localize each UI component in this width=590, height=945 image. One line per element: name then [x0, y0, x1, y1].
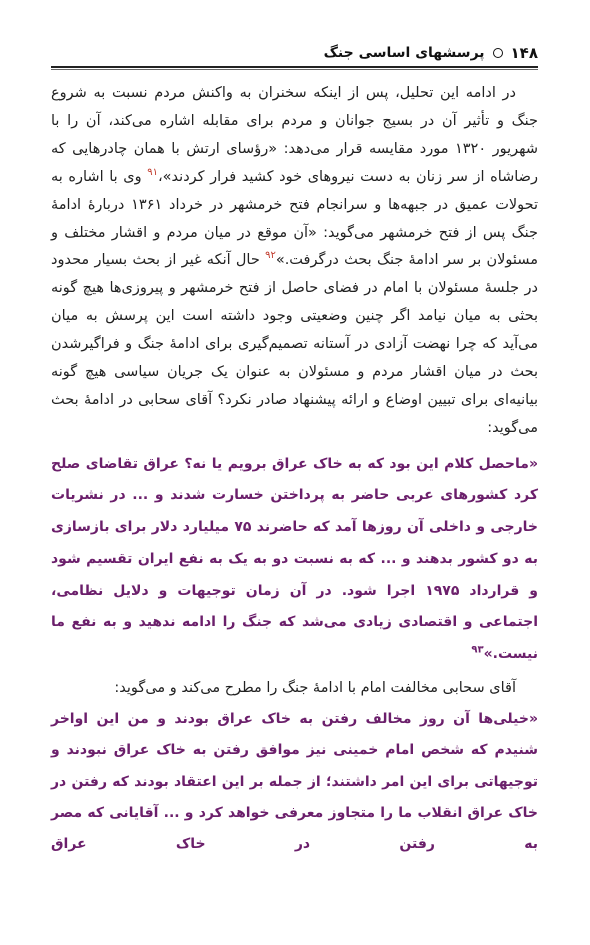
block-quote: «خیلی‌ها آن روز مخالف رفتن به خاک عراق بودند و من این اواخر شنیدم که شخص امام خمینی نیز موافق رفتن به خاک عراق نبودند و توجیهاتی برای این امر داشتند؛ از جمله بر این اعتقاد بودند که رفتن در خاک عراق انقلاب ما را متجاوز معرفی خواهد کرد و ... آقایانی که مصر به رفتن در خاک عراق	[51, 710, 538, 853]
running-title: پرسشهای اساسی جنگ	[323, 45, 485, 61]
page-number: ۱۴۸	[510, 44, 538, 62]
header-rule-thin	[51, 69, 538, 70]
quote-intro: آقای سحابی مخالفت امام با ادامهٔ جنگ را مطرح می‌کند و می‌گوید:	[114, 679, 516, 696]
paragraph-text-3: حال آنکه غیر از بحث بسیار محدود در جلسهٔ مسئولان با امام در فضای حاصل از فتح خرمشهر و پیروزی‌ها هیچ گونه بحثی به میان نیامد اگر چنین وضعیتی وجود داشته است این پرسش به میان می‌آید که چرا نهضت آزادی در آستانه تصمیم‌گیری برای ادامهٔ جنگ و فراگیرشدن بحث در میان اقشار مردم و مسئولان به عنوان یک جریان سیاسی هیچ گونه بیانیه‌ای برای تبیین اوضاع و ارائه پیشنهاد صادر نکرد؟ آقای سحابی در ادامهٔ بحث می‌گوید:	[51, 252, 538, 436]
paragraph-text-2: وی با اشاره به تحولات عمیق در جبهه‌ها و سرانجام فتح خرمشهر در خرداد ۱۳۶۱ دربارهٔ ادامهٔ جنگ پس از فتح خرمشهر می‌گوید: «آن موقع در میان مردم و اقشار مختلف و مسئولان بر سر ادامهٔ جنگ بحث درگرفت.»	[51, 168, 538, 269]
quote-text: «ماحصل کلام این بود که به خاک عراق برویم یا نه؟ عراق تقاضای صلح کرد کشورهای عربی حاضر به پرداختن خسارت شدند و ... در نشریات خارجی و داخلی آن روزها آمد که حاضرند ۷۵ میلیارد دلار برای بازسازی به دو کشور بدهند و ... که به نسبت دو به یک به نفع ایران تقسیم شود و قرارداد ۱۹۷۵ اجرا شود. در آن زمان توجیهات و دلایل نظامی، اجتماعی و اقتصادی زیادی می‌شد که جنگ را ادامه ندهید و به نفع ما نیست.»	[51, 455, 538, 662]
circle-bullet-icon	[493, 48, 503, 58]
footnote-marker: ۹۳	[471, 644, 484, 656]
footnote-marker: ۹۲	[265, 250, 276, 262]
body-paragraph	[51, 80, 538, 443]
page-header	[51, 40, 538, 66]
block-quote	[51, 449, 538, 671]
footnote-marker: ۹۱	[147, 166, 158, 178]
header-rule	[51, 66, 538, 68]
page-content	[51, 80, 538, 861]
paragraph-text-1: در ادامه این تحلیل، پس از اینکه سخنران به واکنش مردم نسبت به شروع جنگ و تأثیر آن در بسیج جوانان و مردم برای مقابله اشاره می‌کند، آن را با شهریور ۱۳۲۰ مورد مقایسه قرار می‌دهد: «رؤسای ارتش با همان چادرهایی که رضاشاه از سر زنان به دست نیروهای خود کشید فرار کردند»،	[51, 85, 539, 185]
